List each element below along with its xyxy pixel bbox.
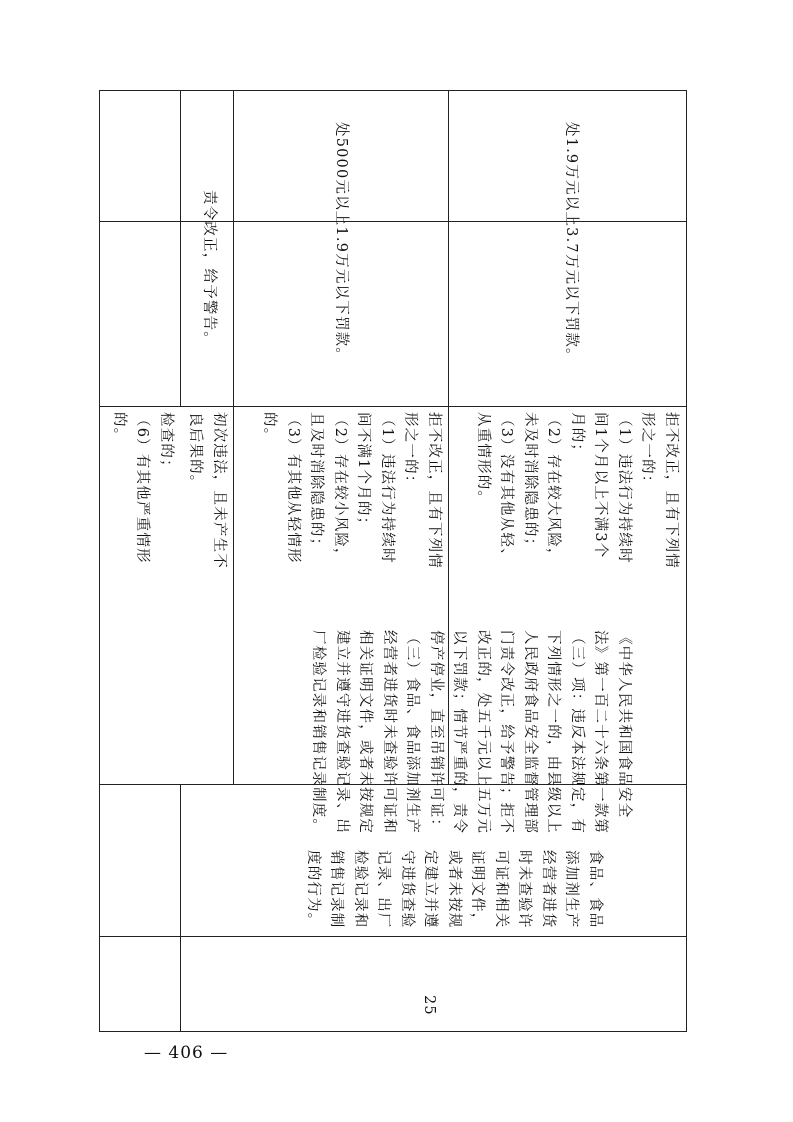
basis-line: （三）食品、食品添加剂生产 [404, 630, 421, 835]
basis-line: 《中华人民共和国食品安全 [616, 630, 632, 819]
sub2-penalty [329, 122, 353, 412]
condition-line: 拒不改正，且有下列情 [426, 412, 442, 569]
table-col-divider [100, 406, 686, 407]
row-number: 25 [421, 995, 437, 1016]
behavior-line: 证明文件， [469, 850, 486, 929]
basis-line: 人民政府食品安全监督管理部 [522, 630, 538, 835]
behavior-line: 销售记录制 [328, 850, 345, 929]
condition-line: 间不满1个月的； [355, 412, 372, 533]
condition-line: 未及时消除隐患的； [522, 412, 538, 554]
condition-line: （1）违法行为持续时 [616, 412, 632, 564]
sub1-penalty [197, 190, 221, 420]
table-row-divider [180, 784, 181, 1031]
penalty-text: 责令改正，给予警告。 [201, 190, 217, 347]
sub2-condition [257, 412, 445, 612]
condition-line: （3）没有其他从轻、 [498, 412, 515, 564]
basis-line: 建立并遵守进货查验记录、出 [334, 630, 350, 835]
basis-line: 停产停业，直至吊销许可证： [428, 630, 444, 835]
continued-condition [107, 412, 178, 612]
basis-line: 下列情形之一的，由县级以上 [545, 630, 562, 835]
row-index [417, 995, 441, 1035]
condition-line: 检查的； [158, 412, 174, 475]
basis-line: 以下罚款；情节严重的，责令 [451, 630, 468, 835]
condition-line: （2）存在较小风险， [332, 412, 348, 564]
behavior-line: 添加剂生产 [563, 850, 580, 929]
condition-line: 的。 [261, 412, 278, 444]
condition-line: 良后果的。 [187, 412, 204, 491]
sub3-penalty [559, 122, 583, 412]
sub3-condition [471, 412, 683, 612]
basis-line: 经营者进货时未查验许可证和 [381, 630, 397, 835]
condition-line: （1）违法行为持续时 [379, 412, 395, 564]
table-row-divider [448, 91, 449, 406]
basis-line: （三）项：违反本法规定，有 [569, 630, 585, 835]
behavior-line: 或者未按规 [446, 850, 462, 929]
condition-line: 形之一的： [402, 412, 419, 491]
condition-line: 月的； [569, 412, 585, 460]
behavior-line: 定建立并遵 [422, 850, 439, 929]
basis-line: 门责令改正，给予警告；拒不 [498, 630, 515, 835]
behavior-line: 可证和相关 [493, 850, 509, 929]
penalty-text: 处5000元以上1.9万元以下罚款。 [333, 122, 349, 364]
behavior-line: 食品、食品 [587, 850, 603, 929]
condition-line: 初次违法，且未产生不 [211, 412, 227, 569]
basis-line: 改正的，处五千元以上五万元 [475, 630, 491, 835]
condition-line: 且及时消除隐患的； [308, 412, 325, 554]
condition-line: （2）存在较大风险， [545, 412, 562, 564]
condition-line: 间1个月以上不满3个 [592, 412, 609, 559]
table-row-divider [233, 406, 234, 784]
condition-line: （3）有其他从轻情形 [285, 412, 301, 564]
condition-line: 从重情形的。 [475, 412, 491, 507]
basis-line: 厂检验记录和销售记录制度。 [310, 630, 327, 835]
condition-line: 的。 [111, 412, 127, 444]
table-col-divider [100, 221, 686, 222]
behavior-line: 时未查验许 [516, 850, 533, 929]
violation-behavior [301, 850, 607, 990]
behavior-line: 经营者进货 [540, 850, 556, 929]
condition-line: （6）有其他严重情形 [134, 412, 151, 564]
behavior-line: 记录、出厂 [375, 850, 392, 929]
behavior-line: 守进货查验 [399, 850, 415, 929]
legal-basis [306, 630, 635, 850]
table-row-divider [180, 91, 181, 406]
table-row-divider [233, 91, 234, 406]
condition-line: 拒不改正，且有下列情 [663, 412, 679, 569]
sub1-condition [183, 412, 230, 612]
penalty-text: 处1.9万元以上3.7万元以下罚款。 [563, 122, 579, 364]
behavior-line: 度的行为。 [305, 850, 321, 929]
behavior-line: 检验记录和 [352, 850, 368, 929]
basis-line: 相关证明文件，或者未按规定 [357, 630, 374, 835]
basis-line: 法》第一百二十六条第一款第 [592, 630, 609, 835]
page-number: — 406 — [144, 1043, 229, 1063]
condition-line: 形之一的： [639, 412, 656, 491]
